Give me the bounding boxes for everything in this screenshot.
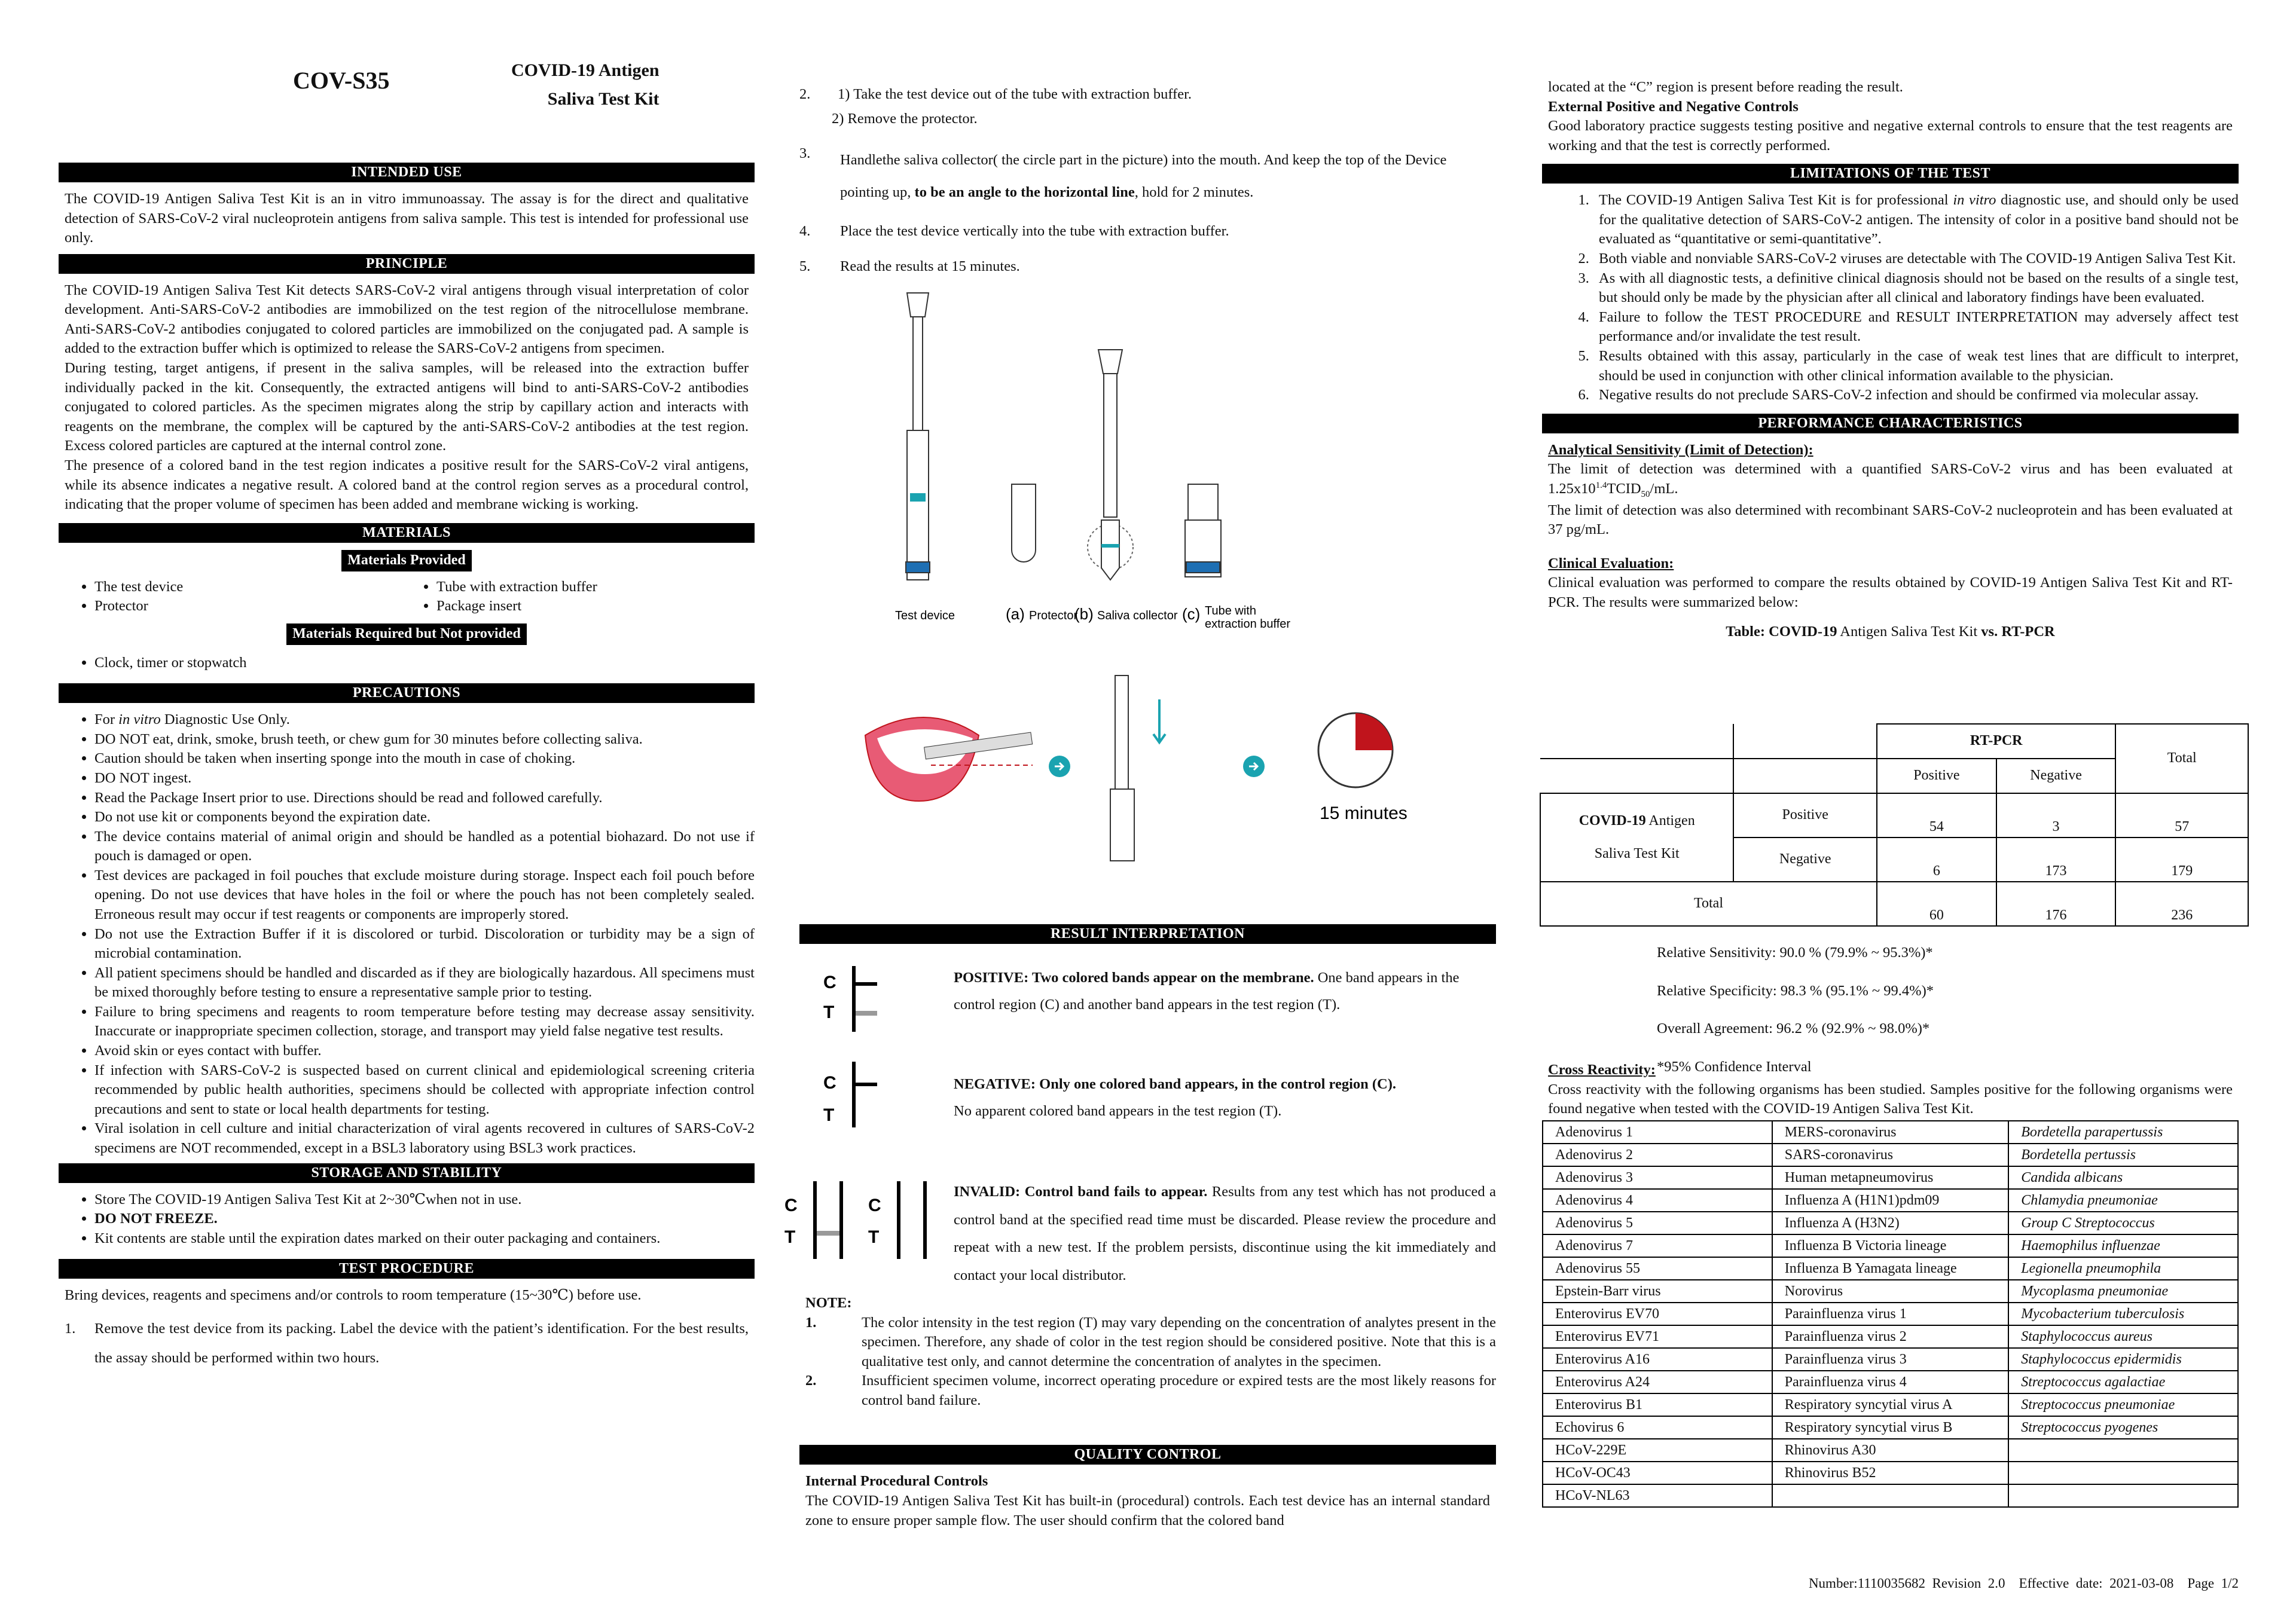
analytical-sensitivity: Analytical Sensitivity (Limit of Detection): The limit of detection was determined with a quantified SARS-CoV-2 virus and has been evaluated at $1.25x10^{1.4}TCID_{50}/mL$. The limit of detection was also determined with recombinant SARS-CoV-2 nucleoprotein and has been evaluated at 37 pg/mL. Clinical Evaluation: Clinical evaluation was performed to compare the results obtained by COVID-19 Antigen Saliva Test Kit and RT-PCR. The results were summarized below: Table: COVID-19 Antigen Saliva Test Kit vs. RT-PCR: [1542, 441, 2239, 641]
column-right: [1542, 0, 2239, 1623]
table-row: [1543, 1371, 2238, 1393]
stats-list: Relative Sensitivity: 90.0 % (79.9% ~ 95.3%)* Relative Specificity: 98.3 % (95.1% ~ 99.4%)* Overall Agreement: 96.2 % (92.9% ~ 98.0%)* *95% Confidence Interval: [1657, 945, 1934, 1075]
table-row: [1543, 1144, 2238, 1166]
protector-icon: [1012, 484, 1036, 562]
tube-label-line2: extraction buffer: [1205, 618, 1291, 631]
list-item: • Do not use the Extraction Buffer if it is discolored or turbid. Discoloration or turbidity may be a sign of microbial contamination.: [94, 925, 755, 964]
timer-label: 15 minutes: [1320, 803, 1407, 823]
internal-controls-text: The COVID-19 Antigen Saliva Test Kit has built-in (procedural) controls. Each test device has an internal standard zone to ensure proper sample flow. The user should confirm that the colored band: [805, 1493, 1490, 1529]
table-row: [1543, 1439, 2238, 1462]
svg-text:C: C: [784, 1196, 798, 1215]
list-item: • Viral isolation in cell culture and initial characterization of viral agents recovered in cultures of SARS-CoV-2 specimens are NOT recommended, except in a BSL3 laboratory using BSL3 work practices.: [94, 1119, 755, 1158]
table-cell: Norovirus: [1772, 1280, 2008, 1303]
list-item: • Failure to bring specimens and reagents to room temperature before testing may decrease assay sensitivity. Inaccurate or inappropriate specimen collection, storage, and transport may yield false negative test results.: [94, 1002, 755, 1041]
table-cell: Influenza A (H3N2): [1772, 1212, 2008, 1234]
table-row: [1543, 1416, 2238, 1439]
table-cell: Parainfluenza virus 4: [1772, 1371, 2008, 1393]
table-cell: Rhinovirus B52: [1772, 1462, 2008, 1484]
table-cell: Influenza B Victoria lineage: [1772, 1234, 2008, 1257]
table-cell: Haemophilus influenzae: [2008, 1234, 2238, 1257]
storage-heading: STORAGE AND STABILITY: [59, 1163, 755, 1183]
table-cell: Parainfluenza virus 3: [1772, 1348, 2008, 1371]
list-item: • Protector: [94, 597, 413, 616]
table-row: [1543, 1303, 2238, 1325]
procedure-step-2: 2. 1) Take the test device out of the tube with extraction buffer.: [799, 86, 1192, 102]
table-cell: SARS-coronavirus: [1772, 1144, 2008, 1166]
materials-provided-list: [59, 577, 755, 616]
list-item: • The test device: [94, 577, 413, 597]
list-item: • Store The COVID-19 Antigen Saliva Test Kit at 2~30℃when not in use.: [94, 1190, 755, 1210]
table-row: [1543, 1484, 2238, 1507]
protector-letter: (a): [1006, 605, 1025, 623]
materials-heading: MATERIALS: [59, 523, 755, 543]
list-item: 4. Failure to follow the TEST PROCEDURE and RESULT INTERPRETATION may adversely affect test performance and/or invalidate the test result.: [1593, 308, 2239, 347]
quality-continued: located at the “C” region is present before reading the result. External Positive and Negative Controls Good laboratory practice suggests testing positive and negative external controls to ensure that the test reagents are working and that the test is correctly performed.: [1542, 78, 2239, 155]
total-header: Total: [2115, 724, 2248, 793]
table-cell: Group C Streptococcus: [2008, 1212, 2238, 1234]
timer-icon: [1318, 713, 1393, 787]
svg-text:T: T: [823, 1002, 835, 1022]
protector-label: Protector: [1029, 609, 1078, 622]
table-row: [1543, 1121, 2238, 1144]
cross-reactivity-table: [1542, 1120, 2239, 1508]
table-cell: Staphylococcus aureus: [2008, 1325, 2238, 1348]
list-item: • Tube with extraction buffer: [436, 577, 755, 597]
table-cell: Adenovirus 1: [1543, 1121, 1772, 1144]
table-cell: Adenovirus 4: [1543, 1189, 1772, 1212]
storage-list: [59, 1190, 755, 1249]
result-negative: C T NEGATIVE: Only one colored band appears, in the control region (C). No apparent colored band appears in the test region (T).: [799, 1059, 1496, 1166]
table-cell: [2008, 1439, 2238, 1462]
limitations-heading: LIMITATIONS OF THE TEST: [1542, 164, 2239, 184]
result-invalid: C T C T INVALID: Control band fails to appear. Results from any test which has not produced a control band at the specified read time must be discarded. Please review the procedure and repeat with a new test. If the problem persists, discontinue using the kit immediately and contact your local distributor.: [799, 1166, 1496, 1289]
notes-list: [799, 1313, 1496, 1411]
negative-strip-icon: [811, 1059, 877, 1130]
principle-text: The COVID-19 Antigen Saliva Test Kit detects SARS-CoV-2 viral antigens through visual interpretation of color development. Anti-SARS-CoV-2 antibodies are immobilized on the test region of the nitrocellulose membrane. Anti-SARS-CoV-2 antibodies conjugated to colored particles are immobilized on the conjugated pad. A sample is added to the extraction buffer which is optimized to release the SARS-CoV-2 antigens from specimen. During testing, target antigens, if present in the saliva samples, will be released into the extraction buffer individually packed in the kit. Consequently, the extracted antigens will bind to anti-SARS-CoV-2 antibodies conjugated to colored particles. As the specimen migrates along the strip by capillary action and interacts with reagents on the membrane, the complex will be captured by the anti-SARS-CoV-2 antibodies at the test region. Excess colored particles are captured at the internal control zone. The presence of a colored band in the test region indicates a positive result for the SARS-CoV-2 viral antigens, while its absence indicates a negative result. A colored band at the control region serves as a procedural control, indicating that the proper volume of specimen has been added and membrane wicking is working.: [65, 282, 749, 513]
positive-strip-icon: [811, 963, 877, 1035]
table-cell: Enterovirus EV70: [1543, 1303, 1772, 1325]
table-cell: Respiratory syncytial virus B: [1772, 1416, 2008, 1439]
table-row: [1543, 1393, 2238, 1416]
table-cell: Enterovirus B1: [1543, 1393, 1772, 1416]
kit-label: COVID-19 Antigen Saliva Test Kit: [1540, 793, 1733, 882]
clinical-results-table: [1540, 723, 2249, 927]
list-item: • The device contains material of animal origin and should be handled as a potential biohazard. Do not use if pouch is damaged or open.: [94, 827, 755, 866]
positive-header: Positive: [1877, 759, 1996, 793]
table-cell: Human metapneumovirus: [1772, 1166, 2008, 1189]
table-row: Total 60 176 236: [1540, 882, 2248, 926]
list-item: • Read the Package Insert prior to use. Directions should be read and followed carefully.: [94, 788, 755, 808]
tube-label-line1: Tube with: [1205, 604, 1256, 618]
list-item: 1. The color intensity in the test region (T) may vary depending on the concentration of analytes present in the specimen. Therefore, any shade of color in the test region should be considered positive. Note that this is a qualitative test only, and cannot determine the concentration of analytes in the specimen.: [805, 1314, 1496, 1370]
procedure-step-5: 5. Read the results at 15 minutes.: [799, 258, 1020, 274]
saliva-collector-letter: (b): [1074, 605, 1094, 623]
list-item: 3. As with all diagnostic tests, a definitive clinical diagnosis should not be based on the results of a single test, but should only be made by the physician after all clinical and laboratory findings have been evaluated.: [1593, 269, 2239, 308]
table-cell: HCoV-OC43: [1543, 1462, 1772, 1484]
svg-text:C: C: [868, 1196, 881, 1215]
note-heading: NOTE:: [805, 1295, 852, 1311]
list-item: 1. The COVID-19 Antigen Saliva Test Kit is for professional in vitro diagnostic use, and should only be used for the qualitative detection of SARS-CoV-2 antigen. The intensity of color in a positive band should not be evaluated as “quantitative or semi-quantitative”.: [1593, 191, 2239, 249]
table-title: Table: COVID-19 Antigen Saliva Test Kit vs. RT-PCR: [1726, 623, 2055, 640]
tube-letter: (c): [1182, 605, 1201, 623]
table-cell: Parainfluenza virus 1: [1772, 1303, 2008, 1325]
table-cell: Parainfluenza virus 2: [1772, 1325, 2008, 1348]
table-cell: [1772, 1484, 2008, 1507]
table-row: [1543, 1325, 2238, 1348]
external-controls-heading: External Positive and Negative Controls: [1548, 98, 1799, 115]
table-row: [1543, 1257, 2238, 1280]
result-section: [784, 916, 1496, 1530]
list-item: • For in vitro Diagnostic Use Only.: [94, 710, 755, 730]
table-cell: Influenza A (H1N1)pdm09: [1772, 1189, 2008, 1212]
cross-reactivity-table-wrap: [1542, 1120, 2239, 1508]
mouth-icon: [865, 717, 1033, 801]
result-positive: C T POSITIVE: Two colored bands appear on the membrane. One band appears in the control region (C) and another band appears in the test region (T).: [799, 951, 1496, 1059]
table-cell: HCoV-229E: [1543, 1439, 1772, 1462]
table-cell: [2008, 1484, 2238, 1507]
svg-text:C: C: [823, 1073, 836, 1093]
test-device-icon: [907, 293, 929, 317]
quality-heading: QUALITY CONTROL: [799, 1445, 1496, 1465]
footer: Number:1110035682 Revision 2.0 Effective date: 2021-03-08 Page 1/2: [1808, 1576, 2239, 1591]
list-item: • All patient specimens should be handled and discarded as if they are biologically hazardous. All specimens must be mixed thoroughly before testing to ensure a representative sample prior to testing.: [94, 964, 755, 1002]
procedure-step-1: 1. Remove the test device from its packing. Label the device with the patient’s identification. For the best results, the assay should be performed within two hours.: [65, 1320, 749, 1366]
list-item: • Avoid skin or eyes contact with buffer.: [94, 1041, 755, 1061]
procedure-intro: Bring devices, reagents and specimens and/or controls to room temperature (15~30℃) before use.: [65, 1287, 642, 1304]
table-cell: Adenovirus 2: [1543, 1144, 1772, 1166]
table-row: [1543, 1462, 2238, 1484]
product-title: COVID-19 Antigen Saliva Test Kit: [511, 60, 660, 109]
table-cell: MERS-coronavirus: [1772, 1121, 2008, 1144]
invalid-strip-icon: [784, 1178, 934, 1262]
negative-header: Negative: [1996, 759, 2116, 793]
list-item: • DO NOT ingest.: [94, 769, 755, 788]
intended-use-heading: INTENDED USE: [59, 163, 755, 182]
table-cell: Chlamydia pneumoniae: [2008, 1189, 2238, 1212]
saliva-collector-icon: [1098, 350, 1122, 374]
table-row: [1543, 1234, 2238, 1257]
list-item: • Do not use kit or components beyond the expiration date.: [94, 808, 755, 827]
intended-use-text: The COVID-19 Antigen Saliva Test Kit is an in vitro immunoassay. The assay is for the direct and qualitative detection of SARS-CoV-2 viral nucleoprotein antigens from saliva sample. This test is intended for professional use only.: [65, 191, 749, 246]
table-cell: Echovirus 6: [1543, 1416, 1772, 1439]
table-cell: Streptococcus pneumoniae: [2008, 1393, 2238, 1416]
list-item: 2. Both viable and nonviable SARS-CoV-2 viruses are detectable with The COVID-19 Antigen Saliva Test Kit.: [1593, 249, 2239, 269]
table-row: COVID-19 Antigen Saliva Test Kit Positive 54 3 57: [1540, 793, 2248, 838]
list-item: • DO NOT eat, drink, smoke, brush teeth, or chew gum for 30 minutes before collecting saliva.: [94, 730, 755, 750]
procedure-heading: TEST PROCEDURE: [59, 1259, 755, 1279]
device-components-diagram: [895, 287, 1326, 634]
list-item: • Caution should be taken when inserting sponge into the mouth in case of choking.: [94, 749, 755, 769]
table-cell: Mycobacterium tuberculosis: [2008, 1303, 2238, 1325]
product-code: COV-S35: [293, 67, 390, 94]
table-cell: Staphylococcus epidermidis: [2008, 1348, 2238, 1371]
table-cell: Streptococcus pyogenes: [2008, 1416, 2238, 1439]
list-item: • DO NOT FREEZE.: [94, 1209, 755, 1229]
list-item: 5. Results obtained with this assay, particularly in the case of weak test lines that are difficult to interpret, should be used in conjunction with other clinical information available to the physician.: [1593, 347, 2239, 386]
svg-text:T: T: [868, 1227, 880, 1247]
internal-controls-heading: Internal Procedural Controls: [805, 1473, 988, 1490]
table-cell: Legionella pneumophila: [2008, 1257, 2238, 1280]
list-item: 2. Insufficient specimen volume, incorrect operating procedure or expired tests are the most likely reasons for control band failure.: [805, 1373, 1496, 1408]
table-cell: Respiratory syncytial virus A: [1772, 1393, 2008, 1416]
table-row: [1543, 1280, 2238, 1303]
materials-provided-heading: Materials Provided: [341, 550, 472, 571]
table-cell: Influenza B Yamagata lineage: [1772, 1257, 2008, 1280]
list-item: • Kit contents are stable until the expiration dates marked on their outer packaging and containers.: [94, 1229, 755, 1249]
list-item: • Package insert: [436, 597, 755, 616]
device-in-tube-icon: [1110, 676, 1134, 861]
table-cell: [2008, 1462, 2238, 1484]
list-item: 6. Negative results do not preclude SARS-CoV-2 infection and should be confirmed via molecular assay.: [1593, 386, 2239, 405]
list-item: • If infection with SARS-CoV-2 is suspected based on current clinical and epidemiological screening criteria recommended by public health authorities, specimens should be collected with appropriate infection control precautions and sent to state or local health departments for testing.: [94, 1061, 755, 1120]
rtpcr-header: RT-PCR: [1877, 724, 2115, 759]
limitations-list: [1542, 191, 2239, 405]
arrow-down-icon: [1153, 699, 1165, 742]
column-left: [59, 0, 755, 1623]
procedure-step-4: 4. Place the test device vertically into the tube with extraction buffer.: [799, 222, 1229, 239]
table-row: [1543, 1166, 2238, 1189]
table-cell: Enterovirus A24: [1543, 1371, 1772, 1393]
test-device-label: Test device: [895, 609, 955, 622]
principle-heading: PRINCIPLE: [59, 254, 755, 274]
table-cell: Mycoplasma pneumoniae: [2008, 1280, 2238, 1303]
svg-text:T: T: [823, 1105, 835, 1125]
table-cell: Adenovirus 3: [1543, 1166, 1772, 1189]
table-cell: Streptococcus agalactiae: [2008, 1371, 2238, 1393]
table-cell: Bordetella pertussis: [2008, 1144, 2238, 1166]
table-cell: Adenovirus 55: [1543, 1257, 1772, 1280]
result-heading: RESULT INTERPRETATION: [799, 924, 1496, 944]
materials-required-heading: Materials Required but Not provided: [286, 623, 527, 645]
usage-diagram: [859, 664, 1457, 867]
table-cell: HCoV-NL63: [1543, 1484, 1772, 1507]
table-row: Negative 6 173 179: [1540, 838, 2248, 882]
table-cell: Candida albicans: [2008, 1166, 2238, 1189]
precautions-list: [59, 710, 755, 1158]
table-row: [1543, 1348, 2238, 1371]
svg-text:T: T: [784, 1227, 796, 1247]
performance-heading: PERFORMANCE CHARACTERISTICS: [1542, 414, 2239, 433]
table-cell: Epstein-Barr virus: [1543, 1280, 1772, 1303]
table-row: [1543, 1189, 2238, 1212]
procedure-step-3: 3. Handlethe saliva collector( the circle part in the picture) into the mouth. And keep the top of the Device pointing up, to be an angle to the horizontal line, hold for 2 minutes.: [799, 145, 1447, 201]
table-cell: Bordetella parapertussis: [2008, 1121, 2238, 1144]
table-cell: Adenovirus 5: [1543, 1212, 1772, 1234]
list-item: • Clock, timer or stopwatch: [94, 653, 755, 673]
cross-reactivity: Cross Reactivity: Cross reactivity with the following organisms has been studied. Samples positive for the following organisms were found negative when tested with the COVID-19 Antigen Saliva Test Kit.: [1548, 1062, 2233, 1117]
svg-text:C: C: [823, 973, 836, 992]
procedure-step-2b: 2) Remove the protector.: [832, 110, 978, 127]
list-item: • Test devices are packaged in foil pouches that exclude moisture during storage. Inspect each foil pouch before opening. Do not use devices that have holes in the foil or where the pouch has not been completely sealed. Erroneous result may occur if test reagents or components are improperly stored.: [94, 866, 755, 925]
external-controls-text: Good laboratory practice suggests testing positive and negative external controls to ensure that the test reagents are working and that the test is correctly performed.: [1548, 118, 2233, 154]
table-cell: Adenovirus 7: [1543, 1234, 1772, 1257]
table-cell: Rhinovirus A30: [1772, 1439, 2008, 1462]
saliva-collector-label: Saliva collector: [1097, 609, 1178, 622]
column-middle: [784, 0, 1496, 1623]
table-cell: Enterovirus A16: [1543, 1348, 1772, 1371]
precautions-heading: PRECAUTIONS: [59, 683, 755, 703]
table-row: [1543, 1212, 2238, 1234]
table-cell: Enterovirus EV71: [1543, 1325, 1772, 1348]
